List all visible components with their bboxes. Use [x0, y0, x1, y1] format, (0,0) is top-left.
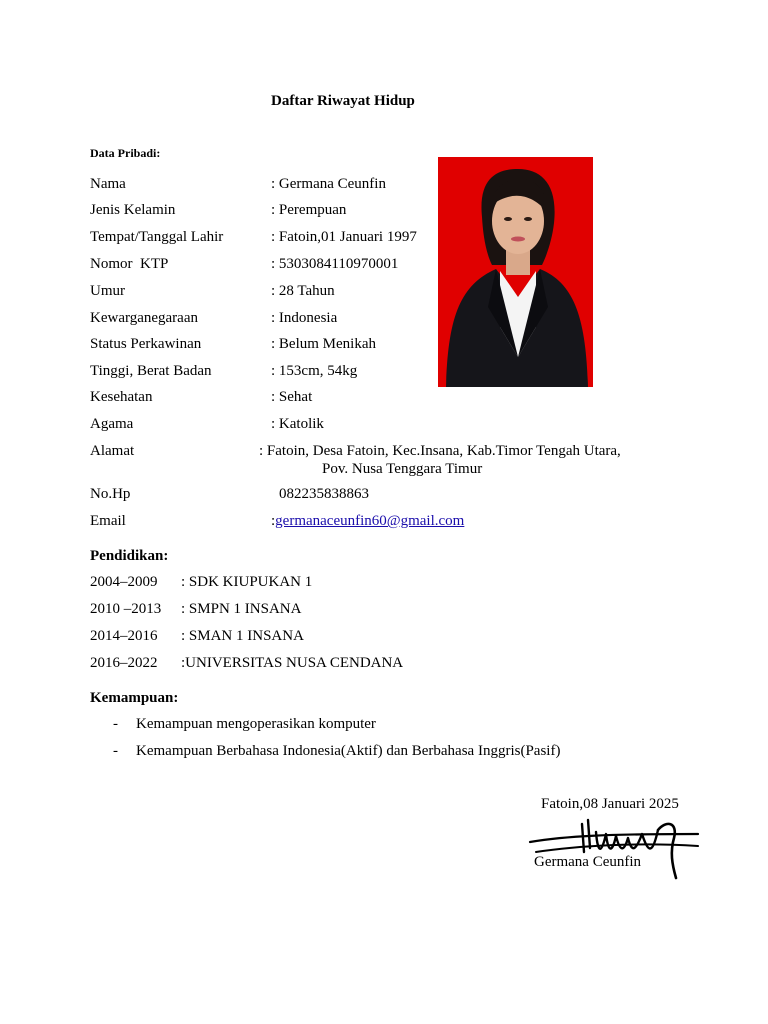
value-status-perkawinan: : Belum Menikah — [271, 336, 376, 352]
skills-heading: Kemampuan: — [90, 690, 179, 706]
value-tinggi-berat: : 153cm, 54kg — [271, 363, 358, 379]
value-tempat-tanggal-lahir: : Fatoin,01 Januari 1997 — [271, 229, 417, 245]
value-no-hp: 082235838863 — [279, 486, 369, 502]
label-nomor-ktp: Nomor KTP — [90, 256, 169, 272]
list-bullet: - — [113, 743, 118, 759]
education-school: : SDK KIUPUKAN 1 — [181, 574, 313, 590]
value-agama: : Katolik — [271, 416, 324, 432]
label-alamat: Alamat — [90, 443, 135, 459]
profile-photo — [438, 157, 593, 387]
label-tinggi-berat: Tinggi, Berat Badan — [90, 363, 212, 379]
list-bullet: - — [113, 716, 118, 732]
document-title: Daftar Riwayat Hidup — [271, 93, 415, 109]
label-kesehatan: Kesehatan — [90, 389, 153, 405]
value-alamat-line1: : Fatoin, Desa Fatoin, Kec.Insana, Kab.Timor Tengah Utara, — [259, 443, 621, 459]
label-no-hp: No.Hp — [90, 486, 131, 502]
education-school: : SMPN 1 INSANA — [181, 601, 302, 617]
email-prefix: : — [271, 513, 276, 529]
value-umur: : 28 Tahun — [271, 283, 335, 299]
label-kewarganegaraan: Kewarganegaraan — [90, 310, 198, 326]
skill-item: Kemampuan Berbahasa Indonesia(Aktif) dan Berbahasa Inggris(Pasif) — [136, 743, 561, 759]
profile-photo-illustration — [438, 157, 593, 387]
value-kesehatan: : Sehat — [271, 389, 313, 405]
education-years: 2014–2016 — [90, 628, 158, 644]
value-kewarganegaraan: : Indonesia — [271, 310, 338, 326]
signature-name: Germana Ceunfin — [534, 854, 642, 870]
label-nama: Nama — [90, 176, 126, 192]
label-umur: Umur — [90, 283, 125, 299]
label-tempat-tanggal-lahir: Tempat/Tanggal Lahir — [90, 229, 224, 245]
label-status-perkawinan: Status Perkawinan — [90, 336, 202, 352]
label-email: Email — [90, 513, 126, 529]
skill-item: Kemampuan mengoperasikan komputer — [136, 716, 376, 732]
education-heading: Pendidikan: — [90, 548, 169, 564]
education-school: :UNIVERSITAS NUSA CENDANA — [181, 655, 404, 671]
label-agama: Agama — [90, 416, 134, 432]
signature-place-date: Fatoin,08 Januari 2025 — [541, 796, 679, 812]
email-row — [271, 513, 464, 530]
value-jenis-kelamin: : Perempuan — [271, 202, 347, 218]
value-nomor-ktp: : 5303084110970001 — [271, 256, 399, 272]
value-alamat-line2: Pov. Nusa Tenggara Timur — [322, 461, 483, 477]
education-years: 2004–2009 — [90, 574, 158, 590]
education-years: 2010 –2013 — [90, 601, 162, 617]
email-link[interactable]: germanaceunfin60@gmail.com — [275, 513, 465, 529]
education-school: : SMAN 1 INSANA — [181, 628, 304, 644]
personal-data-heading: Data Pribadi: — [90, 146, 161, 160]
label-jenis-kelamin: Jenis Kelamin — [90, 202, 176, 218]
value-nama: : Germana Ceunfin — [271, 176, 386, 192]
handwritten-signature — [526, 812, 706, 882]
education-years: 2016–2022 — [90, 655, 158, 671]
